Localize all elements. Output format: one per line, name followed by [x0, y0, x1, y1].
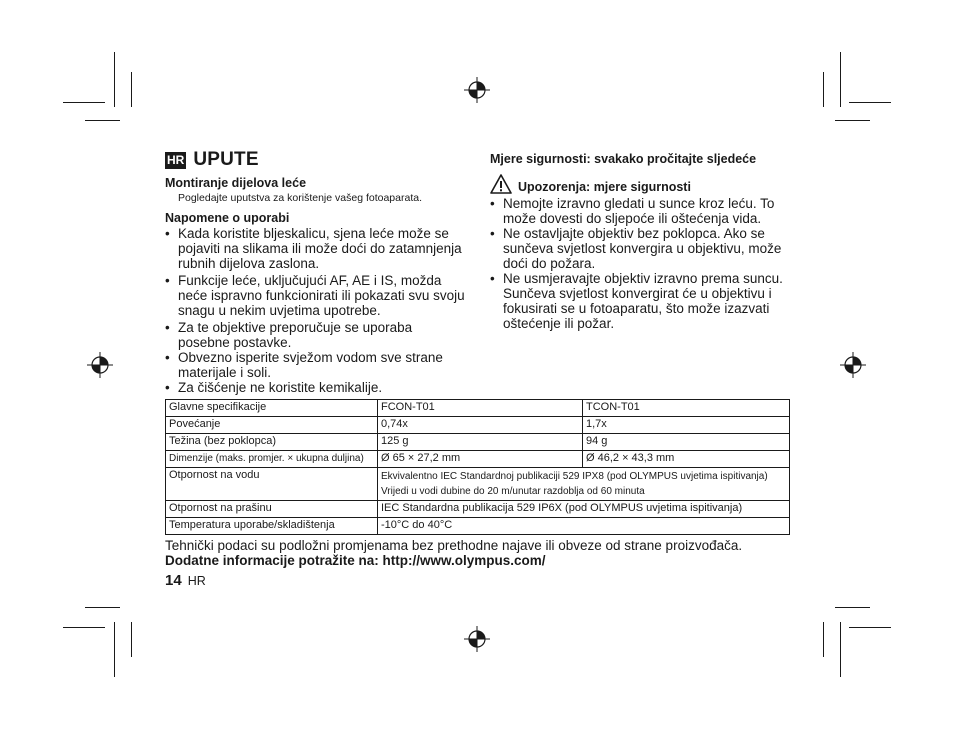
- warning-triangle-icon: [490, 174, 512, 194]
- table-cell: 0,74x: [378, 417, 583, 434]
- page-title: [165, 149, 259, 171]
- registration-target-icon: [464, 77, 490, 103]
- table-cell: Ø 65 × 27,2 mm: [378, 451, 583, 468]
- mounting-heading: Montiranje dijelova leće: [165, 176, 307, 190]
- table-cell: FCON-T01: [378, 400, 583, 417]
- warning-heading: Upozorenja: mjere sigurnosti: [518, 180, 691, 194]
- title-text: UPUTE: [193, 149, 259, 170]
- table-row: [166, 417, 790, 434]
- table-cell: Ø 46,2 × 43,3 mm: [583, 451, 790, 468]
- table-cell: Povećanje: [166, 417, 378, 434]
- registration-target-icon: [464, 626, 490, 652]
- page-language: HR: [187, 574, 206, 588]
- table-cell: 94 g: [583, 434, 790, 451]
- table-cell: 1,7x: [583, 417, 790, 434]
- registration-target-icon: [840, 352, 866, 378]
- page-number: [165, 572, 206, 590]
- specifications-table: [165, 399, 790, 535]
- table-row: [166, 518, 790, 535]
- list-item: • Ne usmjeravajte objektiv izravno prema suncu. Sunčeva svjetlost konvergirat će u objektivu i fokusirati se u fotoaparatu, što može izazvati oštećenje ili požar.: [490, 271, 790, 331]
- list-item: • Nemojte izravno gledati u sunce kroz leću. To može dovesti do sljepoće ili oštećenja vida.: [490, 196, 790, 226]
- list-item: • Za te objektive preporučuje se uporaba posebne postavke.: [165, 320, 465, 350]
- safety-heading: Mjere sigurnosti: svakako pročitajte sljedeće: [490, 152, 757, 166]
- list-item: • Za čišćenje ne koristite kemikalije.: [165, 380, 465, 395]
- list-item: • Kada koristite bljeskalicu, sjena leće može se pojaviti na slikama ili može doći do zatamnjenja rubnih dijelova zaslona.: [165, 226, 465, 271]
- table-cell: -10°C do 40°C: [378, 518, 790, 535]
- table-row: [166, 468, 790, 501]
- registration-target-icon: [87, 352, 113, 378]
- list-item: • Ne ostavljajte objektiv bez poklopca. Ako se sunčeva svjetlost konvergira u objektivu, može doći do požara.: [490, 226, 790, 271]
- table-cell: Težina (bez poklopca): [166, 434, 378, 451]
- mounting-note: Pogledajte uputstva za korištenje vašeg fotoaparata.: [178, 192, 422, 204]
- usage-list: [165, 226, 465, 395]
- table-cell: Otpornost na prašinu: [166, 501, 378, 518]
- right-column: [490, 152, 800, 331]
- table-cell: Otpornost na vodu: [166, 468, 378, 501]
- table-cell: TCON-T01: [583, 400, 790, 417]
- table-cell: 125 g: [378, 434, 583, 451]
- water-value-line-2: Vrijedi u vodi dubine do 20 m/unutar razdoblja od 60 minuta: [381, 486, 645, 497]
- table-row: [166, 501, 790, 518]
- table-cell: Dimenzije (maks. promjer. × ukupna duljina): [166, 451, 378, 468]
- warning-heading-row: [490, 174, 800, 194]
- page-number-value: 14: [165, 572, 182, 589]
- language-badge: HR: [167, 152, 185, 167]
- warning-list: [490, 196, 790, 331]
- table-cell: Temperatura uporabe/skladištenja: [166, 518, 378, 535]
- table-row: [166, 451, 790, 468]
- usage-heading: Napomene o uporabi: [165, 211, 290, 225]
- table-row: [166, 400, 790, 417]
- footer-more-info: Dodatne informacije potražite na: http://www.olympus.com/: [165, 553, 546, 568]
- table-cell: IEC Standardna publikacija 529 IP6X (pod OLYMPUS uvjetima ispitivanja): [378, 501, 790, 518]
- table-row: [166, 434, 790, 451]
- table-cell: Glavne specifikacije: [166, 400, 378, 417]
- list-item: • Obvezno isperite svježom vodom sve strane materijale i soli.: [165, 350, 465, 380]
- table-cell: [378, 468, 790, 501]
- footer-notice: Tehnički podaci su podložni promjenama bez prethodne najave ili obveze od strane proizvođača.: [165, 538, 743, 553]
- left-column: [165, 176, 465, 395]
- list-item: • Funkcije leće, uključujući AF, AE i IS, možda neće ispravno funkcionirati ili pokazati svu svoju snagu u nekim uvjetima upotrebe.: [165, 273, 465, 318]
- water-value-line-1: Ekvivalentno IEC Standardnoj publikaciji 529 IPX8 (pod OLYMPUS uvjetima ispitivanja): [381, 471, 768, 482]
